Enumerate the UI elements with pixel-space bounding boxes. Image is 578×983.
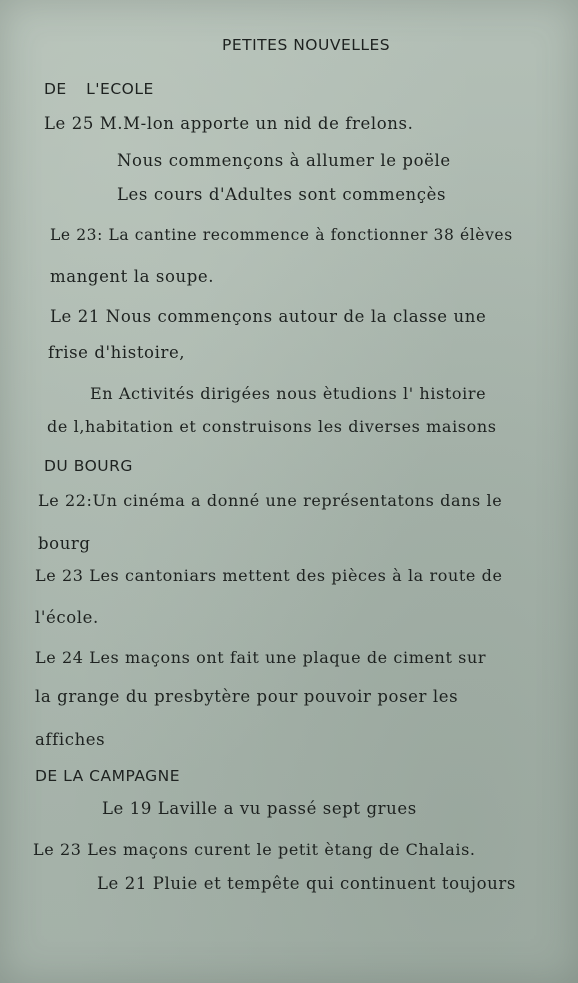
news-line: frise d'histoire, — [48, 343, 186, 362]
news-line: Le 21 Pluie et tempête qui continuent toujours — [97, 874, 516, 893]
news-line: Le 25 M.M-lon apporte un nid de frelons. — [44, 114, 414, 133]
section-heading-ecole: DE L'ECOLE — [44, 80, 154, 98]
news-line: Le 22:Un cinéma a donné une représentatons dans le — [38, 491, 503, 510]
news-line: la grange du presbytère pour pouvoir poser les — [35, 687, 459, 706]
news-line: de l,habitation et construisons les diverses maisons — [47, 417, 497, 436]
news-line: Le 23: La cantine recommence à fonctionner 38 élèves — [50, 226, 513, 244]
news-line: Le 23 Les cantoniars mettent des pièces à la route de — [35, 566, 503, 585]
news-line: En Activités dirigées nous ètudions l' histoire — [90, 384, 487, 403]
news-line: Les cours d'Adultes sont commençès — [117, 185, 447, 204]
section-heading-campagne: DE LA CAMPAGNE — [35, 767, 181, 785]
news-line: Le 24 Les maçons ont fait une plaque de ciment sur — [35, 648, 487, 667]
page-title: PETITES NOUVELLES — [222, 36, 391, 54]
news-line: Le 21 Nous commençons autour de la classe une — [50, 307, 487, 326]
news-line: Nous commençons à allumer le poële — [117, 151, 451, 170]
news-line: mangent la soupe. — [50, 267, 215, 286]
news-line: Le 19 Laville a vu passé sept grues — [102, 799, 417, 818]
news-line: l'école. — [35, 608, 99, 627]
section-heading-bourg: DU BOURG — [44, 457, 133, 475]
news-line: Le 23 Les maçons curent le petit ètang de Chalais. — [33, 840, 476, 859]
news-line: affiches — [35, 730, 106, 749]
news-line: bourg — [38, 534, 91, 553]
